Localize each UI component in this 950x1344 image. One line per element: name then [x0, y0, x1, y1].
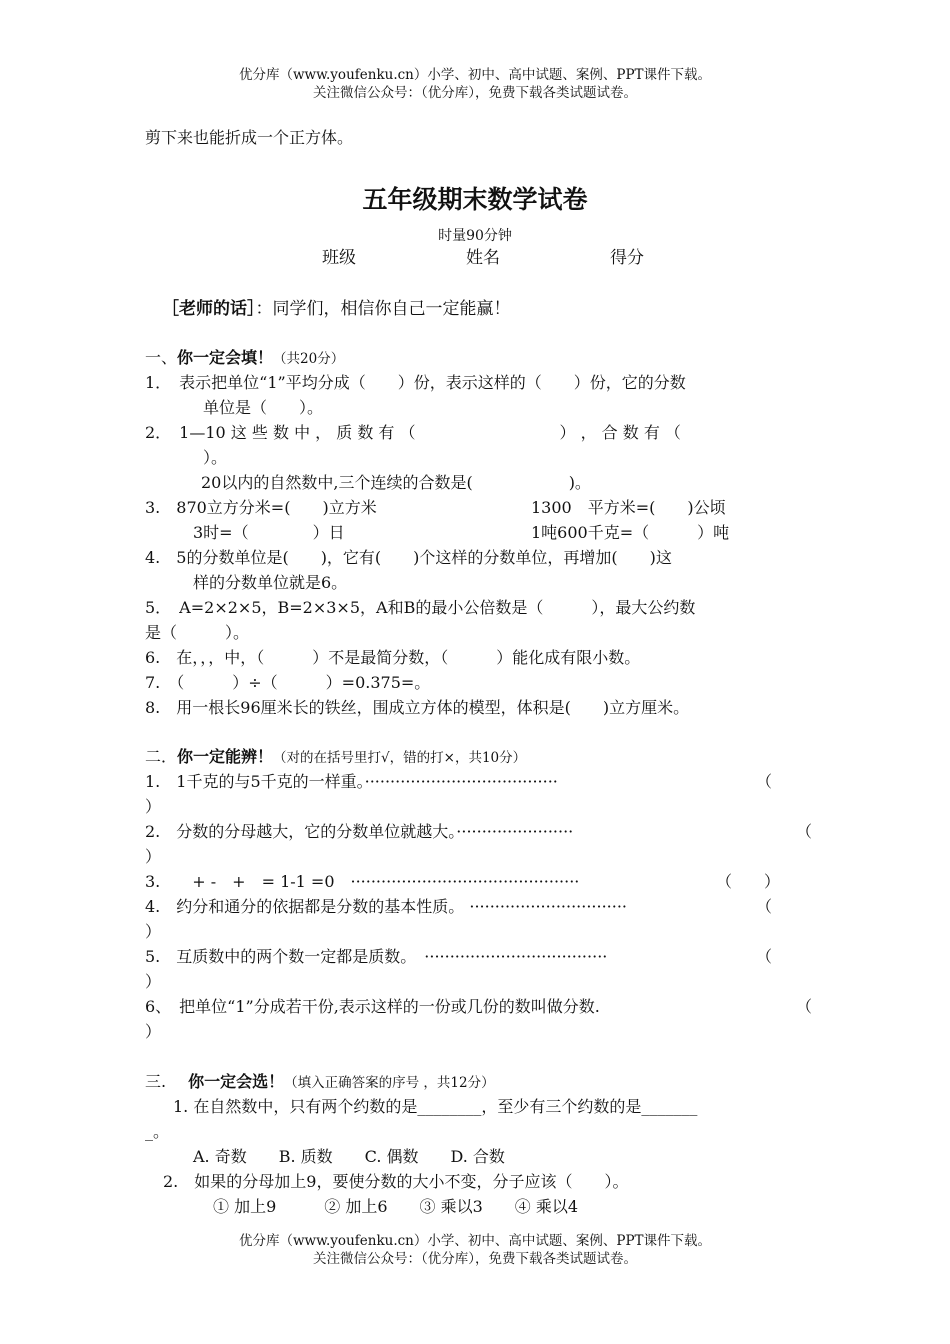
s2-item-6: 6、 把单位“1”分成若干份,表示这样的一份或几份的数叫做分数. [145, 997, 600, 1016]
s2-item-4-paren: （ [756, 897, 773, 916]
s1-line-3: 2． 1—10 这 些 数 中 ， 质 数 有 （ ） ， 合 数 有 （ [145, 423, 681, 442]
section3-num: 三. [145, 1072, 167, 1091]
section3-note: （填入正确答案的序号 ，共12分） [284, 1075, 495, 1091]
s1-line-16: 8. 用一根长96厘米长的铁丝，围成立方体的模型，体积是( )立方厘米。 [145, 698, 690, 717]
s1-line-5: 20以内的自然数中,三个连续的合数是( )。 [201, 473, 591, 492]
s2-item-1-close: ） [145, 797, 162, 816]
s2-item-3-paren: （ ） [716, 872, 781, 891]
section3-title: 你一定会选！ [188, 1072, 285, 1091]
section1-heading [145, 347, 344, 370]
s2-item-6-paren: （ [796, 997, 813, 1016]
s2-item-2: 2. 分数的分母越大，它的分数单位就越大。······················· [145, 822, 574, 841]
s1-line-11: 样的分数单位就是6。 [193, 573, 348, 592]
s1-line-8: 3时=（ ）日 [193, 523, 345, 542]
section3-heading [145, 1071, 495, 1094]
intro-text: 剪下来也能折成一个正方体。 [145, 128, 354, 147]
section2-note: （对的在括号里打√，错的打×，共10分） [273, 750, 527, 766]
s2-item-6-close: ） [145, 1022, 162, 1041]
section2-num: 二． [145, 747, 178, 766]
page-title: 五年级期末数学试卷 [362, 185, 588, 214]
s3-q1-cont: _。 [145, 1122, 170, 1141]
score-label: 得分 [610, 248, 644, 268]
time-limit: 时量90分钟 [438, 228, 512, 244]
section1-note: （共20分） [273, 351, 345, 367]
s3-q1: 1. 在自然数中，只有两个约数的是________，至少有三个约数的是_______ [173, 1097, 698, 1116]
s1-line-13: 是（ ）。 [145, 623, 250, 642]
s1-line-15: 7. （ ）÷（ ）=0.375=。 [145, 673, 431, 692]
class-label: 班级 [322, 248, 356, 268]
section1-num: 一、 [145, 348, 178, 367]
s3-q2: 2. 如果的分母加上9，要使分数的大小不变，分子应该（ ）。 [163, 1172, 629, 1191]
s1-line-14: 6. 在，，，中，（ ）不是最简分数，（ ）能化成有限小数。 [145, 648, 641, 667]
s1-line-12: 5． A=2×2×5，B=2×3×5，A和B的最小公倍数是（ ），最大公约数 [145, 598, 696, 617]
footer-line-1: 优分库（www.youfenku.cn）小学、初中、高中试题、案例、PPT课件下载。 [238, 1233, 712, 1249]
s3-q2-options: ① 加上9 ② 加上6 ③ 乘以3 ④ 乘以4 [213, 1197, 579, 1216]
s2-item-5-close: ） [145, 972, 162, 991]
name-label: 姓名 [466, 248, 500, 268]
section2-title: 你一定能辨！ [177, 747, 274, 766]
s2-item-3: 3. + - + = 1-1 =0 ············································· [145, 872, 580, 891]
footer-line-2: 关注微信公众号：（优分库），免费下载各类试题试卷。 [313, 1251, 637, 1267]
s1-line-1: 1． 表示把单位“1”平均分成（ ）份，表示这样的（ ）份，它的分数 [145, 373, 686, 392]
section1-title: 你一定会填！ [177, 348, 274, 367]
header-line-2: 关注微信公众号：（优分库），免费下载各类试题试卷。 [313, 85, 637, 101]
s2-item-2-paren: （ [796, 822, 813, 841]
s2-item-1-paren: （ [756, 772, 773, 791]
s2-item-4: 4. 约分和通分的依据都是分数的基本性质。 ······························· [145, 897, 628, 916]
s2-item-5-paren: （ [756, 947, 773, 966]
s2-item-4-close: ） [145, 922, 162, 941]
teacher-text: ：同学们，相信你自己一定能赢！ [255, 299, 511, 319]
s1-line-6: 3. 870立方分米=( )立方米 [145, 498, 377, 517]
s3-q1-options: A. 奇数 B. 质数 C. 偶数 D. 合数 [193, 1147, 505, 1166]
s2-item-2-close: ） [145, 847, 162, 866]
s1-line-2: 单位是（ ）。 [203, 398, 324, 417]
header-line-1: 优分库（www.youfenku.cn）小学、初中、高中试题、案例、PPT课件下载。 [238, 67, 712, 83]
section2-heading [145, 746, 526, 769]
s1-line-10: 4. 5的分数单位是( )，它有( )个这样的分数单位，再增加( )这 [145, 548, 672, 567]
teacher-words [162, 298, 511, 320]
teacher-label: ［老师的话］ [162, 299, 256, 319]
s1-line-4: ）。 [203, 448, 228, 467]
s2-item-1: 1. 1千克的与5千克的一样重。······································ [145, 772, 558, 791]
s2-item-5: 5. 互质数中的两个数一定都是质数。 ···································· [145, 947, 608, 966]
s1-line-9: 1吨600千克=（ ）吨 [531, 523, 730, 542]
s1-line-7: 1300 平方米=( )公顷 [531, 498, 726, 517]
